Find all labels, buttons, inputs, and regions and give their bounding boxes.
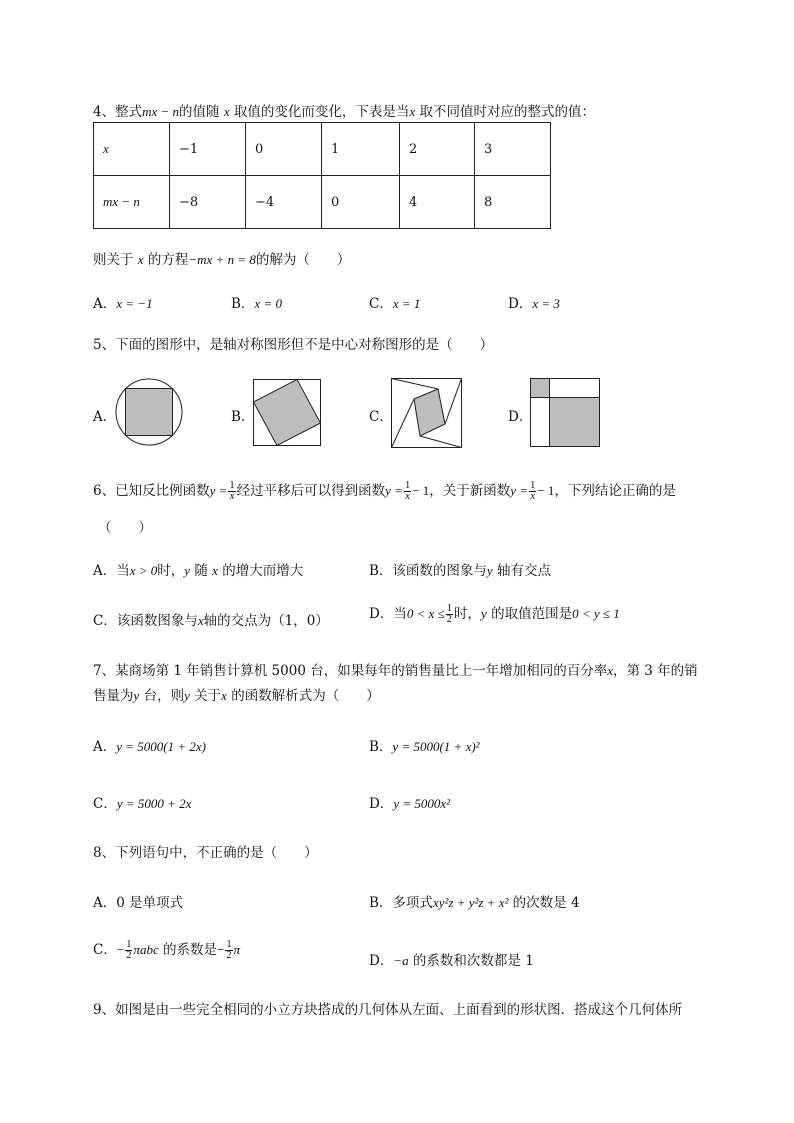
option-label: D．当 [369,606,407,622]
q6-opta-y: y [184,563,191,578]
q8-optc-fraction-2 [225,940,232,962]
table-cell: 0 [246,123,322,176]
fraction-numerator: 1 [404,479,411,491]
q6-opta-mid2: 随 [194,563,208,579]
q5-stem: 5、下面的图形中，是轴对称图形但不是中心对称图形的是（ ） [93,337,494,353]
q4-var2: x [409,104,416,119]
q6-fraction-2 [404,481,411,503]
q4-question-a: 则关于 [93,252,134,268]
q6-option-d[interactable] [369,601,620,627]
q4-question-c: 的解为（ ） [255,252,351,268]
q6-optd-y: y [481,606,487,621]
option-value: y = 5000 + 2x [116,796,192,811]
q4-suffix2: 取不同值时对应的整式的值： [419,104,595,120]
table-cell: 4 [400,176,475,229]
option-value: y = 5000x² [393,796,451,811]
table-row [94,176,551,229]
q6-optd-mid: 时， [454,606,482,622]
fraction-denominator: x [405,491,410,502]
q6-fraction-3 [529,481,536,503]
q6-optb-y: y [486,563,493,578]
q7-line2-y: y [133,688,140,703]
q6-option-b[interactable] [369,559,551,579]
q8-optc-mid: 的系数是 [163,942,218,958]
q4-question [93,248,350,268]
table-cell: 3 [475,123,551,176]
q7-option-c[interactable] [93,792,191,812]
q6-y3: y = [510,483,529,498]
q7-option-b[interactable] [369,735,480,755]
q7-line2-y2: y [184,688,190,703]
q4-question-var: x [137,252,144,267]
q8-optc-minus2: − [217,942,225,957]
q6-opta-end: 的增大而增大 [222,563,304,579]
q7-line2-x: x [221,688,227,703]
q8-option-d[interactable] [369,949,534,969]
fraction-denominator: 2 [226,950,232,961]
q4-option-c[interactable] [369,292,420,312]
q5-label-b[interactable]: B． [231,409,255,425]
option-label: C． [369,296,393,312]
figure-b-rotated-square[interactable] [253,379,323,447]
q8-option-b[interactable] [369,891,580,911]
q4-question-b: 的方程 [147,252,189,268]
q7-line1-x: x [607,663,613,678]
q4-option-a[interactable] [93,292,153,312]
fraction-numerator: 1 [226,938,232,950]
q6-opta-mid: 时， [157,563,185,579]
q7-line1-a: 7、某商场第 1 年销售计算机 5000 台，如果每年的销售量比上一年增加相同的百分率 [93,663,608,679]
q8-optb-expr: xy²z + y²z + x² [432,895,509,910]
option-label: C．该函数图象与 [93,613,198,629]
q5-label-c[interactable]: C． [369,409,393,425]
q6-optd-mid2: 的取值范围是 [491,606,573,622]
table-row [94,123,551,176]
fraction-denominator: x [530,491,536,502]
q6-fraction-1 [228,481,235,503]
q4-option-d[interactable] [508,292,560,312]
option-value: x = 3 [532,296,560,311]
q8-optc-pi: π [233,942,241,957]
q6-optd-cond: 0 < x ≤ [406,606,445,621]
q4-value-table [93,122,551,229]
q7-line2-b: 台，则 [143,688,185,704]
q6-y1: y = [209,483,228,498]
table-cell: mx − n [94,176,170,229]
q6-optc-end: 轴的交点为（1，0） [203,613,329,629]
option-label: B． [231,296,255,312]
q6-optc-x: x [197,613,204,628]
q8-optb-end: 的次数是 4 [512,895,580,911]
q7-line2-a: 售量为 [93,688,134,704]
q6-y2: y = [385,483,403,498]
q4-question-eq: −mx + n = 8 [188,252,256,267]
option-label: C． [93,796,117,812]
q6-optb-end: 轴有交点 [497,563,551,579]
figure-a-circle-square[interactable] [114,377,184,447]
q6-opta-cond: x > 0 [129,563,158,578]
table-cell: 8 [475,176,551,229]
q6-option-a[interactable] [93,559,303,579]
fraction-numerator: 1 [126,938,132,950]
q4-option-b[interactable] [231,292,282,312]
table-cell: −8 [170,176,246,229]
q6-optd-range: 0 < y ≤ 1 [572,606,620,621]
table-cell: −4 [246,176,322,229]
fraction-numerator: 1 [229,479,235,491]
q8-option-c[interactable] [93,937,240,963]
q6-tail3: − 1 [537,483,555,498]
option-value: x = 0 [254,296,282,311]
option-label: A． [93,739,117,755]
q4-stem [93,100,595,120]
q9-stem: 9、如图是由一些完全相同的小立方块搭成的几何体从左面、上面看到的形状图．搭成这个几何体所 [93,1002,683,1018]
q7-line1-b: ，第 3 年的销 [612,663,698,679]
fraction-denominator: x [229,491,235,502]
option-label: D． [369,953,394,969]
option-value: y = 5000(1 + 2x) [116,739,206,754]
q5-label-a[interactable]: A． [93,409,117,425]
figure-d-golden-squares[interactable] [530,378,601,448]
q5-label-d[interactable]: D． [508,409,533,425]
q4-mid: 的值随 [179,104,220,120]
fraction-numerator: 1 [446,602,453,614]
table-cell: x [94,123,170,176]
q6-opta-x: x [212,563,218,578]
q6-paren: （ ） [98,520,152,536]
q7-option-d[interactable] [369,792,450,812]
fraction-denominator: 2 [126,950,132,961]
q7-line2-d: 的函数解析式为（ ） [231,688,380,704]
q7-option-a[interactable] [93,735,206,755]
q6-tail2: − 1 [412,483,430,498]
option-label: B． [369,739,393,755]
q8-optc-minus: − [116,942,125,957]
q7-stem-line2 [93,684,380,704]
q6-option-c[interactable] [93,609,329,629]
q7-stem-line1 [93,659,698,679]
q6-stem [93,478,676,504]
table-cell: 2 [400,123,475,176]
q4-expr: mx − n [142,104,180,119]
q4-prefix: 4、整式 [93,104,143,120]
option-label: B．该函数的图象与 [369,563,487,579]
table-cell: 0 [322,176,400,229]
q8-optd-end: 的系数和次数都是 1 [412,953,534,969]
q4-suffix1: 取值的变化而变化，下表是当 [233,104,410,120]
q6-mid1: 经过平移后可以得到函数 [236,483,386,499]
option-label: A． [93,296,117,312]
figure-c-pinwheel[interactable] [391,378,463,448]
fraction-numerator: 1 [530,479,536,491]
option-label: B．多项式 [369,895,433,911]
option-value: x = −1 [116,296,153,311]
q6-suffix: ，下列结论正确的是 [554,483,676,499]
q4-var: x [223,104,230,119]
option-label: C． [93,942,117,958]
q6-mid2: ，关于新函数 [429,483,511,499]
table-cell: 1 [322,123,400,176]
q8-option-a[interactable]: A．0 是单项式 [93,895,184,911]
q8-optd-expr: −a [393,953,409,968]
option-value: y = 5000(1 + x)² [392,739,480,754]
option-label: D． [369,796,394,812]
option-value: x = 1 [392,296,421,311]
q8-stem: 8、下列语句中，不正确的是（ ） [93,845,318,861]
q8-optc-expr: πabc [133,942,159,957]
option-label: D． [508,296,533,312]
fraction-denominator: 2 [446,614,453,625]
q7-line2-c: 关于 [194,688,222,704]
option-label: A．当 [93,563,130,579]
q6-prefix: 6、已知反比例函数 [93,483,210,499]
table-cell: −1 [170,123,246,176]
q6-optd-fraction [446,604,453,626]
q8-optc-fraction [125,940,132,962]
